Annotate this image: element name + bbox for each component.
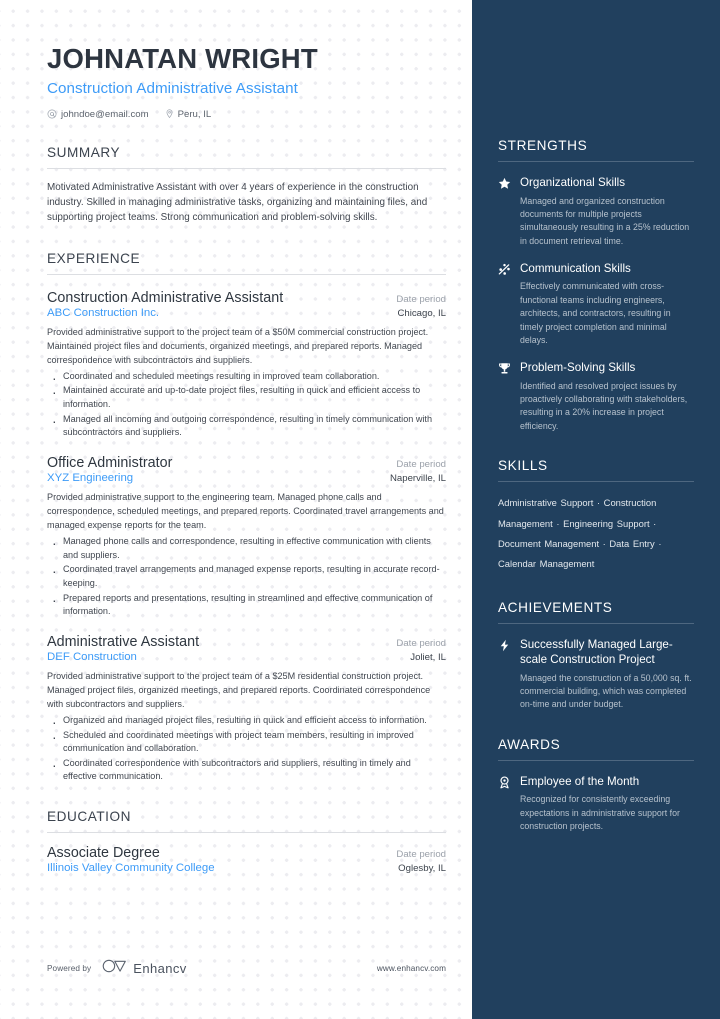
divider: [47, 274, 446, 275]
education-school[interactable]: Illinois Valley Community College: [47, 862, 215, 875]
experience-description: Provided administrative support to the project team of a $25M residential construction project. Managed project files, organized meetings, and prepared reports. Coordinated correspondence with subcontractors and suppliers.: [47, 670, 431, 709]
experience-entry-subheader: [47, 471, 446, 484]
experience-date: Date period: [396, 459, 446, 471]
experience-entry-subheader: [47, 650, 446, 663]
section-skills: [498, 458, 694, 575]
strength-item: [498, 175, 694, 248]
page-title: JOHNATAN WRIGHT: [47, 43, 318, 74]
experience-heading: EXPERIENCE: [47, 250, 141, 266]
education-entry-header: [47, 845, 446, 861]
award-body: [520, 774, 694, 833]
contact-location: [165, 109, 212, 120]
education-degree: Associate Degree: [47, 845, 160, 862]
contact-email[interactable]: [47, 109, 149, 120]
skill-item: Data Entry: [609, 537, 655, 549]
scatter-chart-icon: [498, 261, 511, 347]
achievement-body: [520, 637, 694, 712]
map-pin-icon: [165, 109, 174, 119]
achievement-description: Managed the construction of a 50,000 sq. ft. commercial building, which was completed on-time and under budget.: [520, 672, 692, 710]
experience-entry: [47, 634, 446, 784]
summary-heading: SUMMARY: [47, 144, 121, 160]
award-medal-icon: [498, 774, 511, 833]
list-item: · Organized and managed project files, resulting in quick and efficient access to information.: [47, 714, 446, 728]
experience-bullets: [47, 370, 446, 440]
experience-organization[interactable]: XYZ Engineering: [47, 472, 134, 485]
strength-item: [498, 360, 694, 433]
brand-name: Enhancv: [133, 961, 187, 976]
experience-bullets: [47, 535, 446, 619]
section-awards: [498, 737, 694, 834]
location-text: Peru, IL: [177, 108, 212, 120]
footer: [47, 958, 446, 979]
education-date: Date period: [396, 849, 446, 861]
enhancv-infinity-logo: [101, 958, 128, 979]
section-summary: [47, 145, 446, 226]
skills-heading: SKILLS: [498, 457, 548, 473]
strength-body: [520, 175, 694, 248]
section-experience: [47, 251, 446, 784]
award-description: Recognized for consistently exceeding expectations in administrative support for construction projects.: [520, 794, 680, 832]
section-education: [47, 809, 446, 874]
experience-description: Provided administrative support to the project team of a $50M commercial construction project. Maintained project files and documents, organized meetings, and prepared reports. Managed correspondence with subcontractors and suppliers.: [47, 326, 429, 365]
strength-body: [520, 261, 694, 347]
trophy-icon: [498, 360, 511, 433]
star-icon: [498, 175, 511, 248]
experience-title: Administrative Assistant: [47, 633, 200, 650]
powered-by-label: Powered by: [47, 964, 92, 973]
skill-separator: ·: [556, 517, 560, 529]
list-item: · Managed phone calls and correspondence, resulting in effective communication with clients and suppliers.: [47, 535, 446, 562]
strength-description: Effectively communicated with cross-functional teams including engineers, architects, and contractors, resulting in timely project completion and minimal delays.: [520, 281, 671, 345]
skills-list: [498, 493, 694, 574]
experience-location: Chicago, IL: [397, 307, 446, 319]
experience-entry: [47, 455, 446, 619]
award-item: [498, 774, 694, 833]
award-title: Employee of the Month: [520, 775, 640, 789]
experience-date: Date period: [396, 293, 446, 305]
list-item: · Scheduled and coordinated meetings with project team members, resulting in improved communication and collaboration.: [47, 729, 446, 756]
strength-item: [498, 261, 694, 347]
list-item: · Maintained accurate and up-to-date project files, resulting in quick and efficient access to information.: [47, 384, 446, 411]
divider: [498, 161, 694, 162]
summary-text: Motivated Administrative Assistant with over 4 years of experience in the construction industry. Skilled in managing administrative tasks, organizing and maintaining files, and supporting project teams. Strong communication and problem-solving skills.: [47, 181, 428, 224]
education-location: Oglesby, IL: [398, 863, 446, 875]
strengths-heading: STRENGTHS: [498, 138, 588, 153]
experience-title: Construction Administrative Assistant: [47, 289, 284, 306]
list-item: · Coordinated and scheduled meetings resulting in improved team collaboration.: [47, 370, 446, 384]
strength-title: Organizational Skills: [520, 176, 626, 190]
job-title: Construction Administrative Assistant: [47, 79, 298, 97]
section-strengths: [498, 138, 694, 433]
list-item: · Managed all incoming and outgoing correspondence, resulting in timely communication with subcontractors and suppliers.: [47, 413, 446, 440]
experience-bullets: [47, 714, 446, 784]
experience-organization[interactable]: DEF Construction: [47, 650, 137, 663]
strength-description: Identified and resolved project issues by proactively collaborating with stakeholders, resulting in a 20% increase in project efficiency.: [520, 380, 688, 431]
list-item: · Prepared reports and presentations, resulting in streamlined and effective communication of information.: [47, 592, 446, 619]
strength-title: Communication Skills: [520, 262, 631, 276]
divider: [47, 168, 446, 169]
contact-row: [47, 109, 446, 120]
website-link[interactable]: www.enhancv.com: [376, 964, 446, 973]
skill-separator: ·: [596, 497, 601, 509]
experience-entry: [47, 290, 446, 440]
achievement-item: [498, 637, 694, 712]
divider: [498, 760, 694, 761]
skill-separator: ·: [653, 517, 657, 529]
divider: [47, 832, 446, 833]
experience-entry-header: [47, 455, 446, 471]
at-sign-icon: [47, 109, 57, 119]
skill-item: Calendar Management: [498, 558, 595, 570]
skill-separator: ·: [658, 537, 662, 549]
skill-item: Administrative Support: [498, 497, 594, 509]
education-entry: [47, 845, 446, 874]
education-entry-subheader: [47, 861, 446, 874]
experience-description: Provided administrative support to the engineering team. Managed phone calls and correspondence, scheduled meetings, and prepared reports. Coordinated travel arrangements and managed expense reports for the team.: [47, 492, 444, 531]
skill-separator: ·: [602, 537, 606, 549]
lightning-bolt-icon: [498, 637, 511, 712]
awards-heading: AWARDS: [498, 736, 561, 752]
divider: [498, 481, 694, 482]
sidebar: [472, 0, 720, 1019]
experience-date: Date period: [396, 637, 446, 649]
education-heading: EDUCATION: [47, 809, 131, 825]
brand-logo[interactable]: [101, 958, 186, 979]
strength-description: Managed and organized construction documents for multiple projects simultaneously resulting in a 25% reduction in document retrieval time.: [520, 195, 690, 246]
experience-entry-header: [47, 634, 446, 650]
section-achievements: [498, 600, 694, 712]
strength-title: Problem-Solving Skills: [520, 361, 636, 375]
skill-item: Engineering Support: [563, 517, 650, 529]
experience-title: Office Administrator: [47, 455, 173, 472]
powered-by-block: [47, 958, 187, 979]
achievements-heading: ACHIEVEMENTS: [498, 599, 613, 615]
list-item: · Coordinated travel arrangements and managed expense reports, resulting in accurate record-keeping.: [47, 563, 446, 590]
skill-item: Construction Management: [498, 497, 657, 529]
strength-body: [520, 360, 694, 433]
experience-location: Joliet, IL: [410, 651, 446, 663]
email-text: johndoe@email.com: [61, 108, 149, 120]
experience-organization[interactable]: ABC Construction Inc.: [47, 306, 160, 319]
skill-item: Document Management: [498, 537, 600, 549]
experience-entry-subheader: [47, 306, 446, 319]
divider: [498, 623, 694, 624]
achievement-title: Successfully Managed Large-scale Construction Project: [520, 637, 673, 667]
experience-entry-header: [47, 290, 446, 306]
experience-location: Naperville, IL: [390, 473, 446, 485]
list-item: · Coordinated correspondence with subcontractors and suppliers, resulting in timely and effective communication.: [47, 757, 446, 784]
